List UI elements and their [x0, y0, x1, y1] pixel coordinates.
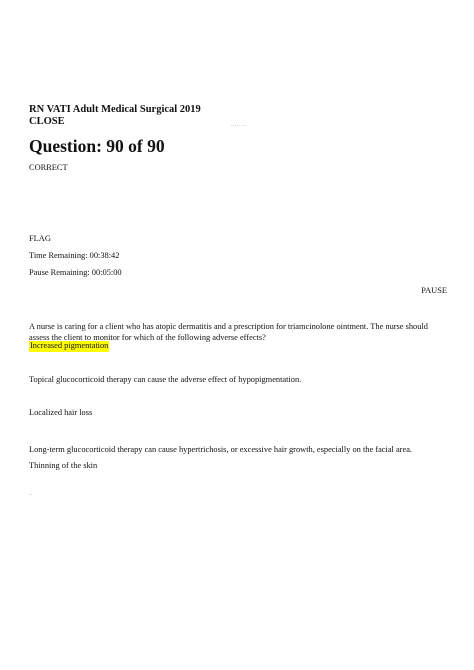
- flag-button[interactable]: FLAG: [29, 234, 51, 243]
- decorative-dots: ..: [29, 491, 32, 497]
- pause-button[interactable]: PAUSE: [421, 286, 447, 295]
- time-remaining: Time Remaining: 00:38:42: [29, 251, 120, 260]
- answer-option-localized-hair-loss[interactable]: Localized hair loss: [29, 408, 93, 417]
- decorative-dots: ........: [231, 122, 247, 128]
- answer-status: CORRECT: [29, 163, 68, 172]
- question-counter-heading: Question: 90 of 90: [29, 136, 165, 156]
- question-stem: A nurse is caring for a client who has atopic dermatitis and a prescription for triamcinolone ointment. The nurse should assess the client to monitor for which of the following adverse effects?: [29, 322, 428, 342]
- answer-option-thinning-of-skin[interactable]: Thinning of the skin: [29, 461, 98, 470]
- exam-title: RN VATI Adult Medical Surgical 2019: [29, 104, 201, 115]
- option-rationale: Topical glucocorticoid therapy can cause the adverse effect of hypopigmentation.: [29, 375, 302, 384]
- option-rationale: Long-term glucocorticoid therapy can cause hypertrichosis, or excessive hair growth, especially on the facial area.: [29, 445, 413, 454]
- answer-option-increased-pigmentation[interactable]: Increased pigmentation: [30, 341, 109, 350]
- close-button[interactable]: CLOSE: [29, 116, 65, 127]
- pause-remaining: Pause Remaining: 00:05:00: [29, 268, 122, 277]
